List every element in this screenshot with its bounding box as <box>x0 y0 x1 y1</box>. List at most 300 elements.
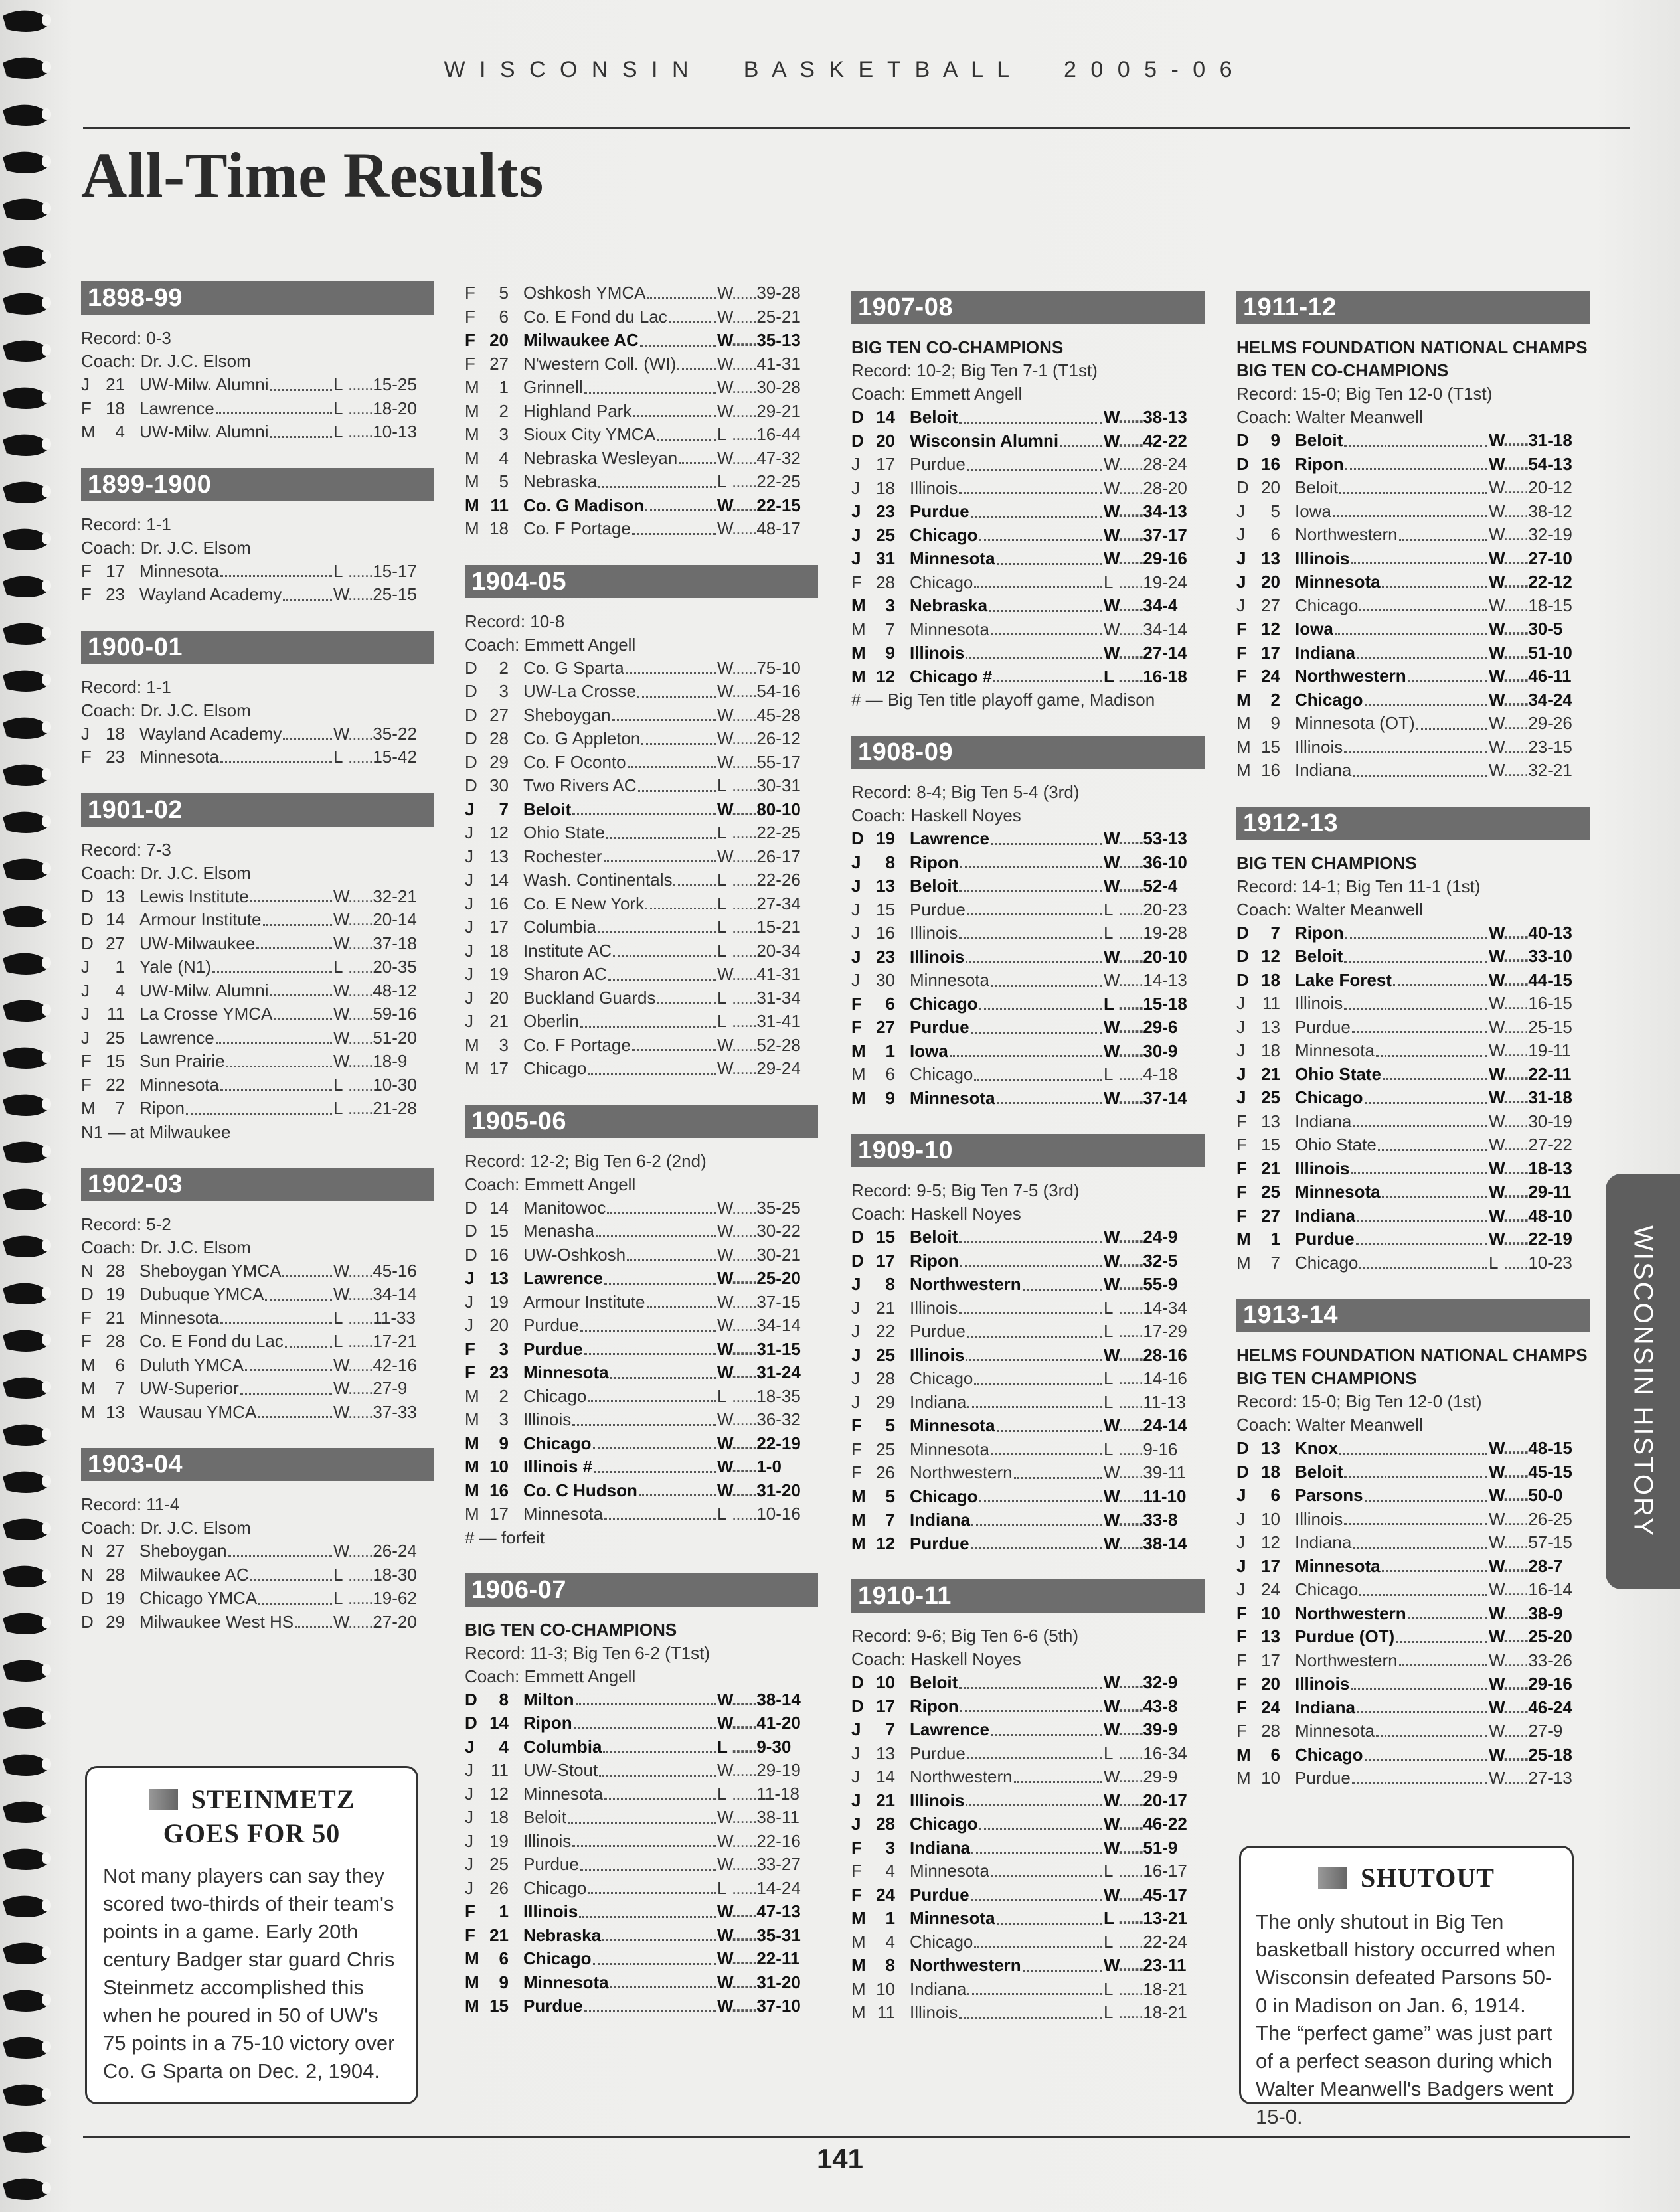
game-row <box>1236 1461 1590 1484</box>
game-day: 15 <box>106 1051 125 1071</box>
game-row <box>465 845 818 869</box>
game-opponent: Purdue <box>910 1884 969 1905</box>
game-result: L <box>333 957 343 977</box>
game-result: W <box>1489 430 1505 450</box>
game-row <box>81 1073 434 1097</box>
game-result: W <box>333 1004 350 1024</box>
game-opponent: Minnesota <box>910 548 995 568</box>
game-row <box>851 1414 1205 1438</box>
game-score: ...... 11-18 <box>732 1782 818 1806</box>
spiral-hole <box>42 1381 51 1393</box>
game-score: ...... 30-5 <box>1503 617 1590 641</box>
game-month: J <box>81 980 90 1000</box>
spiral-hole <box>42 1098 51 1110</box>
game-score: ...... 22-15 <box>732 494 818 518</box>
leader-dots <box>1359 594 1487 612</box>
game-score: ...... 25-18 <box>1503 1743 1590 1767</box>
game-month: M <box>851 643 866 663</box>
game-row <box>1236 1531 1590 1555</box>
game-month: J <box>1236 1087 1246 1107</box>
game-day: 30 <box>489 775 509 795</box>
season-honor: BIG TEN CO-CHAMPIONS <box>465 1619 677 1640</box>
game-opponent: Minnesota <box>523 1362 609 1382</box>
leader-dots <box>1382 1555 1487 1573</box>
game-opponent: Chicago <box>910 524 978 545</box>
leader-dots <box>584 1994 716 2012</box>
spiral-hole <box>42 1946 51 1958</box>
game-score: ...... 28-20 <box>1118 477 1205 501</box>
game-opponent: Nebraska <box>910 595 988 615</box>
game-month: M <box>81 422 96 441</box>
game-result: W <box>717 377 734 397</box>
game-day: 20 <box>489 987 509 1008</box>
game-result: L <box>1104 1743 1114 1763</box>
game-row <box>851 1978 1205 2002</box>
game-day: 6 <box>1270 1485 1280 1505</box>
leader-dots <box>960 851 1102 869</box>
game-score: ...... 26-17 <box>732 845 818 869</box>
game-score: ...... 11-10 <box>1118 1485 1205 1509</box>
game-result: W <box>1489 1064 1505 1084</box>
leader-dots <box>603 1735 716 1753</box>
season-coach: Coach: Walter Meanwell <box>1236 899 1423 919</box>
leader-dots <box>679 447 716 465</box>
game-row <box>465 376 818 400</box>
game-month: F <box>1236 1135 1247 1154</box>
game-row <box>465 1385 818 1409</box>
game-opponent: Chicago YMCA <box>139 1588 258 1608</box>
leader-dots <box>1408 1602 1487 1620</box>
game-result: W <box>717 1713 734 1733</box>
game-row <box>465 1735 818 1759</box>
game-result: W <box>1104 407 1120 427</box>
game-score: ...... 38-14 <box>732 1688 818 1712</box>
game-month: D <box>465 728 477 748</box>
game-score: ...... 31-15 <box>732 1338 818 1362</box>
game-score: ...... 30-31 <box>732 774 818 798</box>
game-result: L <box>717 870 727 890</box>
game-row <box>465 1971 818 1995</box>
game-row <box>1236 992 1590 1016</box>
leader-dots <box>997 1907 1102 1925</box>
season-record: Record: 10-2; Big Ten 7-1 (T1st) <box>851 360 1098 380</box>
game-score: ...... 48-17 <box>732 517 818 541</box>
game-row <box>851 1671 1205 1695</box>
game-opponent: Minnesota <box>910 619 989 639</box>
game-row <box>1236 1508 1590 1532</box>
leader-dots <box>959 1671 1102 1689</box>
game-row <box>851 1225 1205 1249</box>
game-opponent: Rochester <box>523 846 602 866</box>
season-coach: Coach: Walter Meanwell <box>1236 1415 1423 1435</box>
leader-dots <box>186 1097 332 1115</box>
game-day: 27 <box>1261 1205 1280 1225</box>
game-result: W <box>1489 1697 1505 1717</box>
game-row <box>465 774 818 798</box>
game-score: ...... 16-15 <box>1503 992 1590 1016</box>
game-opponent: Northwestern <box>1295 1650 1398 1670</box>
leader-dots <box>265 1283 332 1301</box>
game-result: W <box>717 751 734 772</box>
game-day: 19 <box>106 1588 125 1608</box>
game-opponent: Indiana <box>1295 642 1356 663</box>
game-result: W <box>1104 1250 1120 1271</box>
game-day: 27 <box>106 933 125 953</box>
game-opponent: Illinois <box>910 2002 958 2022</box>
season-heading: 1901-02 <box>81 793 434 827</box>
game-row <box>1236 1110 1590 1134</box>
game-month: M <box>465 1996 479 2015</box>
game-day: 6 <box>885 1064 895 1084</box>
game-opponent: Lake Forest <box>1295 969 1392 990</box>
game-day: 4 <box>885 1931 895 1952</box>
game-day: 1 <box>499 377 509 397</box>
game-opponent: Co. G Madison <box>523 495 644 515</box>
game-month: F <box>465 306 475 327</box>
game-month: J <box>465 1315 473 1335</box>
game-month: D <box>465 657 477 678</box>
spiral-hole <box>42 250 51 262</box>
game-day: 8 <box>499 1689 509 1709</box>
game-opponent: La Crosse YMCA <box>139 1004 273 1024</box>
game-score: ...... 34-13 <box>1118 500 1205 524</box>
game-score: ...... 15-18 <box>1118 992 1205 1016</box>
game-score: ...... 30-21 <box>732 1243 818 1267</box>
game-opponent: Ripon <box>1295 453 1344 474</box>
game-row <box>1236 1180 1590 1204</box>
spiral-hole <box>42 1428 51 1440</box>
game-day: 3 <box>499 1409 509 1429</box>
game-month: D <box>1236 430 1249 450</box>
game-day: 25 <box>1261 1182 1280 1202</box>
game-opponent: Purdue <box>1295 1229 1355 1249</box>
game-row <box>465 494 818 518</box>
game-score: ...... 15-17 <box>348 560 434 584</box>
spiral-hole <box>42 1899 51 1911</box>
game-opponent: Ripon <box>139 1098 185 1118</box>
game-result: W <box>1489 1182 1505 1202</box>
game-opponent: UW-Superior <box>139 1378 239 1398</box>
game-row <box>851 921 1205 945</box>
column-3 <box>851 291 1205 2049</box>
game-result: L <box>1104 1064 1114 1084</box>
season-block <box>1236 1299 1590 1790</box>
game-opponent: Menasha <box>523 1221 594 1241</box>
game-day: 25 <box>876 1439 895 1459</box>
game-opponent: Illinois <box>910 1344 965 1365</box>
game-result: W <box>1489 922 1505 943</box>
leader-dots <box>1396 1625 1487 1643</box>
game-row <box>465 1408 818 1432</box>
game-row <box>81 746 434 769</box>
spiral-hole <box>42 2041 51 2053</box>
game-day: 25 <box>876 524 895 545</box>
leader-dots <box>1352 1767 1487 1784</box>
game-result: W <box>1104 946 1120 967</box>
season-coach: Coach: Emmett Angell <box>465 634 636 655</box>
leader-dots <box>1344 1508 1487 1526</box>
game-row <box>1236 1767 1590 1790</box>
game-row <box>465 1338 818 1362</box>
game-month: J <box>1236 1016 1245 1037</box>
game-score: ...... 20-34 <box>732 939 818 963</box>
leader-dots <box>967 898 1102 916</box>
game-opponent: Nebraska Wesleyan <box>523 447 678 468</box>
side-tab-label: WISCONSIN HISTORY <box>1628 1225 1658 1538</box>
game-score: ...... 16-34 <box>1118 1742 1205 1766</box>
game-score: ...... 25-20 <box>732 1267 818 1291</box>
game-row <box>81 979 434 1003</box>
game-result: W <box>1489 453 1505 474</box>
running-head-text: W I S C O N S I N B A S K E T B A L L 2 0 0 5 - 0 6 <box>444 57 1236 82</box>
game-result: W <box>1489 1650 1505 1670</box>
game-day: 1 <box>885 1040 895 1061</box>
leader-dots <box>1376 1719 1487 1737</box>
leader-dots <box>1393 969 1487 987</box>
game-day: 5 <box>885 1415 895 1435</box>
game-day: 3 <box>499 681 509 701</box>
game-opponent: UW-La Crosse <box>523 681 637 701</box>
game-opponent: Chicago <box>1295 1744 1363 1765</box>
game-month: F <box>81 560 92 581</box>
game-month: F <box>465 1338 475 1359</box>
game-row <box>851 1367 1205 1391</box>
game-opponent: Indiana <box>1295 1532 1352 1552</box>
game-result: W <box>717 1760 734 1780</box>
game-month: D <box>81 1284 94 1304</box>
game-result: W <box>1104 430 1120 451</box>
game-day: 17 <box>876 1250 895 1271</box>
game-score: ...... 25-15 <box>348 583 434 607</box>
game-row <box>465 447 818 471</box>
game-opponent: Northwestern <box>910 1462 1013 1482</box>
game-day: 25 <box>1261 1087 1280 1107</box>
leader-dots <box>959 2001 1102 2019</box>
game-month: M <box>465 400 479 421</box>
spiral-hole <box>42 391 51 403</box>
game-day: 15 <box>489 1996 509 2015</box>
game-result: W <box>1489 689 1505 710</box>
game-day: 5 <box>499 283 509 303</box>
game-score: ...... 18-35 <box>732 1385 818 1409</box>
game-score: ...... 30-9 <box>1118 1040 1205 1064</box>
leader-dots <box>596 1220 716 1237</box>
sidebar-marker-icon <box>149 1789 178 1810</box>
leader-dots <box>997 1414 1102 1432</box>
game-month: J <box>851 923 860 943</box>
game-result: W <box>717 1058 734 1078</box>
game-result: W <box>717 1854 734 1874</box>
game-score: ...... 32-21 <box>348 885 434 909</box>
game-opponent: Nebraska <box>523 1925 602 1945</box>
game-month: J <box>851 1274 861 1294</box>
game-day: 6 <box>115 1354 125 1375</box>
game-result: W <box>1489 993 1505 1013</box>
game-day: 28 <box>876 572 895 592</box>
game-opponent: Nebraska <box>523 471 598 491</box>
game-row <box>851 618 1205 642</box>
leader-dots <box>673 868 716 886</box>
game-score: ...... 33-27 <box>732 1853 818 1877</box>
game-opponent: Beloit <box>1295 1461 1343 1482</box>
game-result: W <box>1489 946 1505 966</box>
spiral-hole <box>42 1522 51 1534</box>
leader-dots <box>997 547 1102 565</box>
leader-dots <box>263 908 332 926</box>
game-row <box>1236 547 1590 571</box>
spiral-hole <box>42 1239 51 1251</box>
game-opponent: Chicago <box>523 1948 592 1968</box>
game-score: ...... 9-30 <box>732 1735 818 1759</box>
game-row <box>1236 921 1590 945</box>
game-row <box>851 1789 1205 1813</box>
game-opponent: Illinois <box>1295 1508 1343 1529</box>
season-heading: 1903-04 <box>81 1448 434 1481</box>
game-month: M <box>1236 760 1251 780</box>
game-day: 16 <box>1261 760 1280 780</box>
season-record: Record: 1-1 <box>81 676 171 697</box>
game-month: J <box>851 946 861 967</box>
game-day: 10 <box>1261 1508 1280 1529</box>
game-day: 28 <box>876 1368 895 1388</box>
leader-dots <box>584 1338 716 1356</box>
game-result: W <box>717 1480 734 1500</box>
game-opponent: Ripon <box>1295 922 1344 943</box>
game-day: 9 <box>885 1087 895 1108</box>
game-score: ...... 10-16 <box>732 1502 818 1526</box>
game-result: W <box>1104 1884 1120 1905</box>
game-row <box>1236 429 1590 453</box>
game-score: ...... 54-13 <box>1503 453 1590 477</box>
game-month: J <box>851 524 861 545</box>
season-record: Record: 14-1; Big Ten 11-1 (1st) <box>1236 876 1481 896</box>
game-day: 25 <box>106 1027 125 1048</box>
game-day: 1 <box>1270 1229 1280 1249</box>
game-day: 26 <box>489 1877 509 1898</box>
leader-dots <box>1339 476 1487 494</box>
game-score: ...... 22-25 <box>732 470 818 494</box>
game-month: F <box>1236 666 1247 686</box>
game-month: F <box>1236 1158 1247 1178</box>
game-month: J <box>1236 1508 1245 1529</box>
game-month: F <box>851 1861 862 1881</box>
leader-dots <box>1335 617 1487 635</box>
leader-dots <box>282 1259 332 1277</box>
leader-dots <box>979 1812 1102 1830</box>
game-month: D <box>851 430 864 451</box>
game-result: W <box>1104 1486 1120 1506</box>
game-result: W <box>717 1433 734 1453</box>
game-result: L <box>717 1783 727 1804</box>
game-day: 6 <box>499 1948 509 1968</box>
game-opponent: UW-Milw. Alumni <box>139 422 269 441</box>
game-row <box>1236 688 1590 712</box>
game-result: W <box>1489 713 1505 733</box>
game-opponent: Ripon <box>910 1250 959 1271</box>
leader-dots <box>220 1073 332 1091</box>
leader-dots <box>593 1432 716 1450</box>
leader-dots <box>1357 641 1487 659</box>
game-day: 19 <box>489 1830 509 1851</box>
game-day: 9 <box>1270 430 1280 450</box>
game-day: 3 <box>499 424 509 444</box>
game-month: M <box>1236 1744 1251 1765</box>
season-block <box>81 1168 434 1425</box>
leader-dots <box>1365 1086 1487 1104</box>
game-opponent: Wayland Academy <box>139 584 282 604</box>
game-row <box>465 423 818 447</box>
game-row <box>465 281 818 305</box>
leader-dots <box>645 892 716 910</box>
game-month: J <box>851 1814 861 1834</box>
game-row <box>851 1485 1205 1509</box>
game-row <box>1236 759 1590 783</box>
game-result: W <box>1489 1229 1505 1249</box>
game-opponent: UW-Milw. Alumni <box>139 980 269 1000</box>
game-month: F <box>81 1051 92 1071</box>
game-month: D <box>81 886 94 906</box>
leader-dots <box>593 1947 716 1965</box>
game-row <box>81 397 434 421</box>
game-day: 15 <box>489 1221 509 1241</box>
game-day: 19 <box>489 964 509 984</box>
game-row <box>465 1877 818 1901</box>
game-row <box>465 868 818 892</box>
game-day: 29 <box>106 1611 125 1632</box>
game-score: ...... 21-28 <box>348 1097 434 1121</box>
game-day: 4 <box>115 422 125 441</box>
game-result: W <box>1104 1719 1120 1739</box>
game-score: ...... 34-24 <box>1503 688 1590 712</box>
game-opponent: Purdue (OT) <box>1295 1626 1395 1646</box>
leader-dots <box>966 1789 1102 1807</box>
spiral-hole <box>42 155 51 167</box>
game-score: ...... 37-10 <box>732 1994 818 2018</box>
spiral-hole <box>42 721 51 733</box>
leader-dots <box>1376 1039 1487 1057</box>
leader-dots <box>967 1978 1102 1996</box>
leader-dots <box>632 517 716 535</box>
game-month: F <box>851 1462 862 1482</box>
game-opponent: Purdue <box>523 1996 583 2015</box>
game-day: 21 <box>106 1307 125 1328</box>
game-month: M <box>465 518 479 538</box>
game-row <box>851 1461 1205 1485</box>
leader-dots <box>627 1243 716 1261</box>
game-row <box>465 1759 818 1782</box>
game-score: ...... 47-32 <box>732 447 818 471</box>
section-side-tab[interactable] <box>1606 1174 1680 1589</box>
game-result: L <box>1489 1252 1499 1273</box>
game-row <box>1236 476 1590 500</box>
game-day: 28 <box>876 1814 895 1834</box>
leader-dots <box>971 1883 1102 1901</box>
game-row <box>1236 570 1590 594</box>
game-row <box>465 1502 818 1526</box>
header-rule <box>83 127 1630 129</box>
game-result: W <box>333 1541 350 1561</box>
game-month: J <box>851 1391 860 1412</box>
game-row <box>851 594 1205 618</box>
game-day: 10 <box>1261 1603 1280 1623</box>
game-day: 15 <box>1261 736 1280 757</box>
game-row <box>465 1034 818 1058</box>
game-month: M <box>465 1972 479 1992</box>
game-score: ...... 34-4 <box>1118 594 1205 618</box>
game-score: ...... 37-14 <box>1118 1087 1205 1111</box>
game-day: 22 <box>106 1074 125 1095</box>
game-opponent: Buckland Guards <box>523 987 656 1008</box>
